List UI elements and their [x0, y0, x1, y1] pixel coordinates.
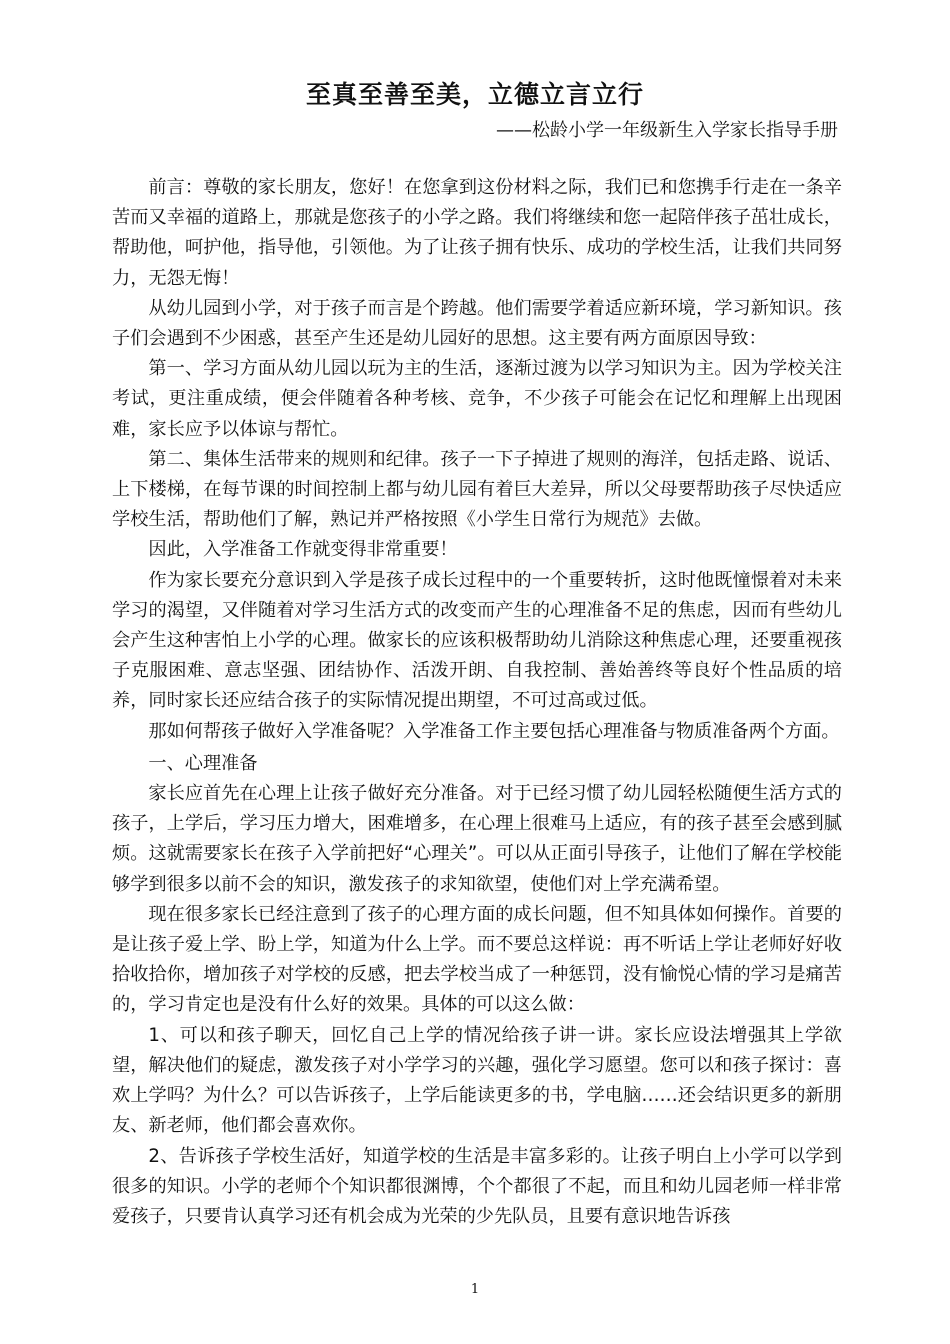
- section-heading: 一、心理准备: [148, 752, 258, 774]
- paragraph: 那如何帮孩子做好入学准备呢？入学准备工作主要包括心理准备与物质准备两个方面。: [148, 720, 840, 742]
- paragraph: 现在很多家长已经注意到了孩子的心理方面的成长问题，但不知具体如何操作。首要的是让孩子爱上学、盼上学，知道为什么上学。而不要总这样说：再不听话上学让老师好好收拾收拾你，增加孩子对学校的反感，把去学校当成了一种惩罚，没有愉悦心情的学习是痛苦的，学习肯定也是没有什么好的效果。具体的可以这么做：: [112, 903, 842, 1016]
- page-number: 1: [470, 1282, 480, 1297]
- paragraph-preface: 前言：尊敬的家长朋友，您好！在您拿到这份材料之际，我们已和您携手行走在一条辛苦而又幸福的道路上，那就是您孩子的小学之路。我们将继续和您一起陪伴孩子茁壮成长，帮助他，呵护他，指导他，引领他。为了让孩子拥有快乐、成功的学校生活，让我们共同努力，无怨无悔！: [112, 177, 842, 289]
- paragraph: 第一、学习方面从幼儿园以玩为主的生活，逐渐过渡为以学习知识为主。因为学校关注考试，更注重成绩，便会伴随着各种考核、竞争，不少孩子可能会在记忆和理解上出现困难，家长应予以体谅与帮忙。: [112, 358, 842, 440]
- document-body: [112, 173, 842, 1232]
- paragraph: 从幼儿园到小学，对于孩子而言是个跨越。他们需要学着适应新环境，学习新知识。孩子们会遇到不少困惑，甚至产生还是幼儿园好的思想。这主要有两方面原因导致：: [112, 297, 842, 350]
- paragraph: 1、可以和孩子聊天，回忆自己上学的情况给孩子讲一讲。家长应设法增强其上学欲望，解决他们的疑虑，激发孩子对小学学习的兴趣，强化学习愿望。您可以和孩子探讨：喜欢上学吗？为什么？可以告诉孩子，上学后能读更多的书，学电脑……还会结识更多的新朋友、新老师，他们都会喜欢你。: [112, 1024, 842, 1137]
- paragraph: 作为家长要充分意识到入学是孩子成长过程中的一个重要转折，这时他既憧憬着对未来学习的渴望，又伴随着对学习生活方式的改变而产生的心理准备不足的焦虑，因而有些幼儿会产生这种害怕上小学的心理。做家长的应该积极帮助幼儿消除这种焦虑心理，还要重视孩子克服困难、意志坚强、团结协作、活泼开朗、自我控制、善始善终等良好个性品质的培养，同时家长还应结合孩子的实际情况提出期望，不可过高或过低。: [112, 569, 842, 712]
- paragraph: 2、告诉孩子学校生活好，知道学校的生活是丰富多彩的。让孩子明白上小学可以学到很多的知识。小学的老师个个知识都很渊博，个个都很了不起，而且和幼儿园老师一样非常爱孩子，只要肯认真学习还有机会成为光荣的少先队员，且要有意识地告诉孩: [112, 1145, 842, 1227]
- document-subtitle: ——松龄小学一年级新生入学家长指导手册: [496, 120, 838, 141]
- paragraph: 第二、集体生活带来的规则和纪律。孩子一下子掉进了规则的海洋，包括走路、说话、上下楼梯，在每节课的时间控制上都与幼儿园有着巨大差异，所以父母要帮助孩子尽快适应学校生活，帮助他们了解，熟记并严格按照《小学生日常行为规范》去做。: [112, 448, 842, 531]
- paragraph: 因此，入学准备工作就变得非常重要！: [148, 539, 458, 561]
- document-title: 至真至善至美，立德立言立行: [305, 80, 644, 109]
- paragraph: 家长应首先在心理上让孩子做好充分准备。对于已经习惯了幼儿园轻松随便生活方式的孩子，上学后，学习压力增大，困难增多，在心理上很难马上适应，有的孩子甚至会感到腻烦。这就需要家长在孩子入学前把好“心理关”。可以从正面引导孩子，让他们了解在学校能够学到很多以前不会的知识，激发孩子的求知欲望，使他们对上学充满希望。: [112, 783, 842, 895]
